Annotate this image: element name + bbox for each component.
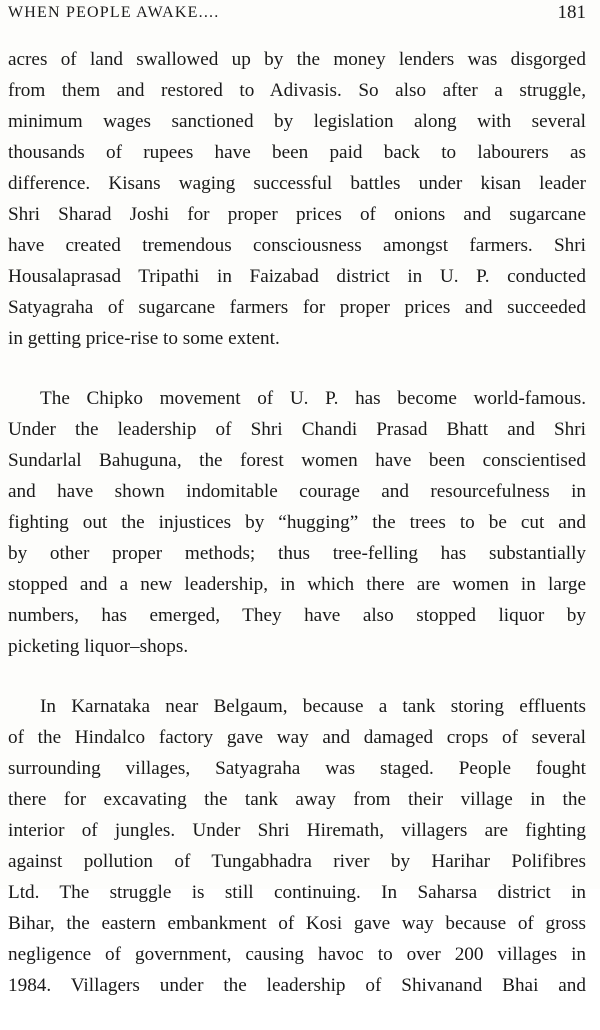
running-title: WHEN PEOPLE AWAKE.... [8,4,220,21]
text-line: fighting out the injustices by “hugging” the trees to be cut and [8,512,586,533]
text-line: 1984. Villagers under the leadership of Shivanand Bhai and [8,975,586,996]
text-line: and have shown indomitable courage and resourcefulness in [8,481,586,502]
text-line: In Karnataka near Belgaum, because a tank storing effluents [40,696,586,717]
text-line: Under the leadership of Shri Chandi Prasad Bhatt and Shri [8,419,586,440]
text-line: stopped and a new leadership, in which there are women in large [8,574,586,595]
text-line: interior of jungles. Under Shri Hiremath, villagers are fighting [8,820,586,841]
text-line: thousands of rupees have been paid back to labourers as [8,142,586,163]
text-line: The Chipko movement of U. P. has become world-famous. [40,388,586,409]
text-line: from them and restored to Adivasis. So also after a struggle, [8,80,586,101]
text-line: negligence of government, causing havoc to over 200 villages in [8,944,586,965]
text-line: Sundarlal Bahuguna, the forest women have been conscientised [8,450,586,471]
text-line: Satyagraha of sugarcane farmers for proper prices and succeeded [8,297,586,318]
text-line: surrounding villages, Satyagraha was staged. People fought [8,758,586,779]
text-line: minimum wages sanctioned by legislation along with several [8,111,586,132]
running-header [8,2,586,26]
text-line: Ltd. The struggle is still continuing. In Saharsa district in [8,882,586,903]
page-number: 181 [557,2,586,23]
text-line: Shri Sharad Joshi for proper prices of onions and sugarcane [8,204,586,225]
text-line: there for excavating the tank away from their village in the [8,789,586,810]
text-line: of the Hindalco factory gave way and damaged crops of several [8,727,586,748]
text-line: numbers, has emerged, They have also stopped liquor by [8,605,586,626]
body-text [8,44,586,1030]
paragraph-2 [8,383,586,662]
text-line: picketing liquor–shops. [8,636,189,657]
text-line: by other proper methods; thus tree-felling has substantially [8,543,586,564]
paragraph-1 [8,44,586,354]
text-line: have created tremendous consciousness amongst farmers. Shri [8,235,586,256]
paragraph-3 [8,691,586,1001]
text-line: in getting price-rise to some extent. [8,328,280,349]
text-line: Bihar, the eastern embankment of Kosi gave way because of gross [8,913,586,934]
text-line: acres of land swallowed up by the money lenders was disgorged [8,49,586,70]
text-line: against pollution of Tungabhadra river by Harihar Polifibres [8,851,586,872]
text-line: Housalaprasad Tripathi in Faizabad district in U. P. conducted [8,266,586,287]
text-line: difference. Kisans waging successful battles under kisan leader [8,173,586,194]
